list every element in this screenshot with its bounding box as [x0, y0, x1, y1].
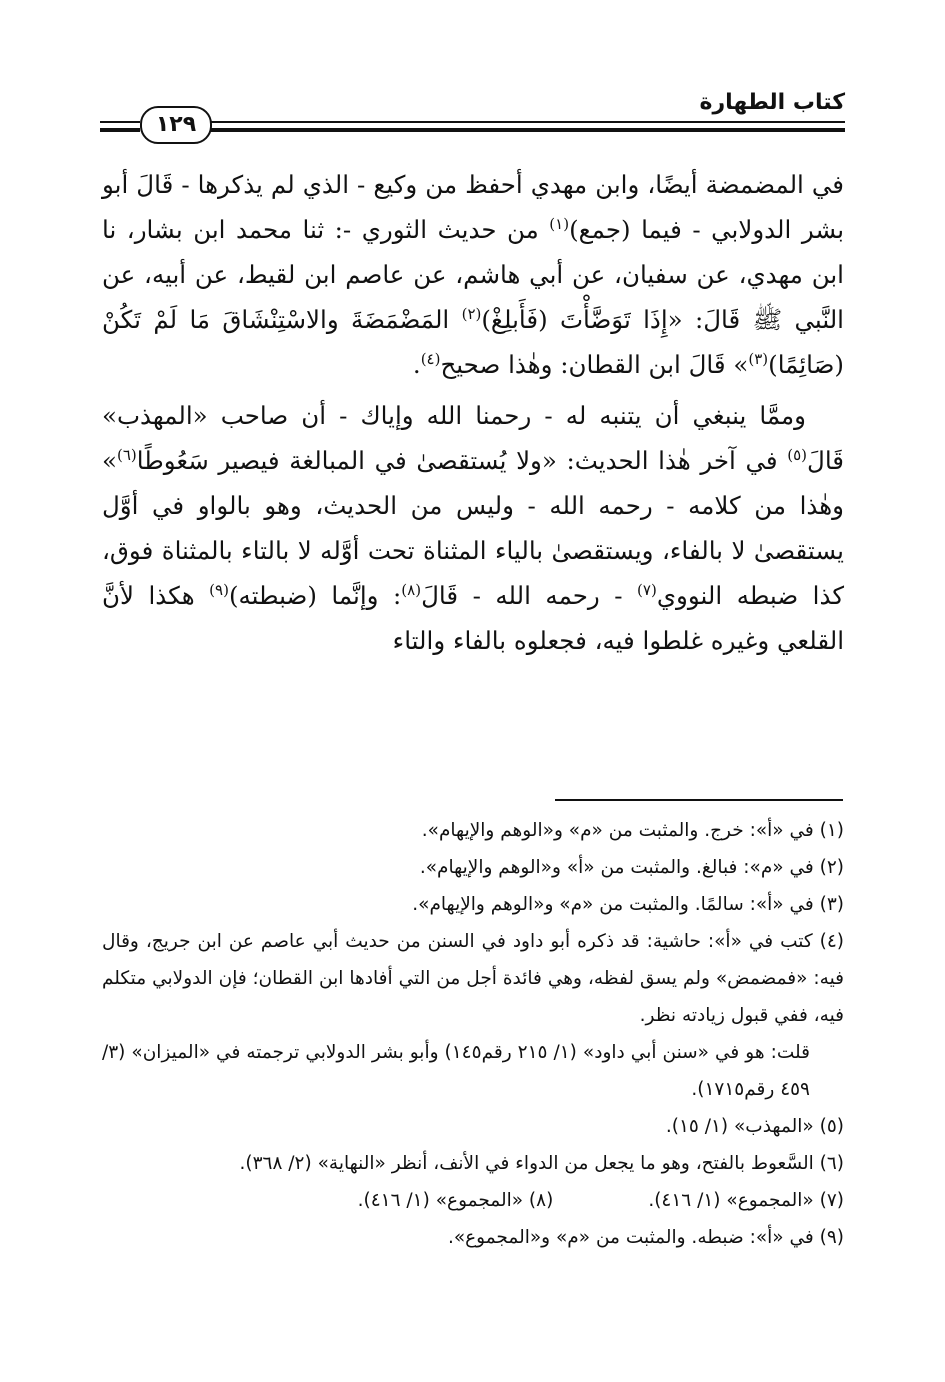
footnote-ref-6[interactable]: (٦): [117, 445, 137, 464]
header-rule-left-thick: [100, 128, 140, 132]
page-number: ١٢٩: [140, 106, 212, 144]
running-title: كتاب الطهارة: [699, 90, 845, 115]
text: » قَالَ ابن القطان: وهٰذا صحيح: [440, 350, 749, 379]
header-rule-left: [100, 121, 140, 123]
footnote-5: (٥) «المهذب» (١/ ١٥).: [665, 1116, 844, 1137]
text: هكذا لأنَّ القلعي وغيره غلطوا فيه، فجعلوه بالفاء والتاء: [102, 581, 844, 655]
footnote-ref-5[interactable]: (٥): [787, 445, 808, 464]
header-rule: [210, 121, 845, 123]
footnote-ref-8[interactable]: (٨): [401, 580, 422, 599]
header-rule-thick: [210, 128, 845, 132]
footnote-4: (٤) كتب في «أ»: حاشية: قد ذكره أبو داود في السنن من حديث أبي عاصم عن ابن جريج، وقال فيه: «فمضمض» ولم يسق لفظه، وهي فائدة أجل من التي أفادها ابن القطان؛ فإن الدولابي متكلم فيه، ففي قبول زيادته نظر.: [102, 931, 844, 1026]
paragraph-1: [102, 162, 844, 387]
footnote-ref-7[interactable]: (٧): [637, 580, 657, 599]
text: : وإنَّما (ضبطته): [228, 581, 402, 610]
page-header: [100, 88, 845, 148]
footnote-separator: [555, 799, 843, 801]
footnote-8: (٨) «المجموع» (١/ ٤١٦).: [357, 1190, 554, 1211]
footnote-9: (٩) في «أ»: ضبطه. والمثبت من «م» و«المجموع».: [447, 1227, 844, 1248]
text: في آخر هٰذا الحديث: «ولا يُستقصىٰ في المبالغة فيصير سَعُوطًا: [136, 446, 788, 475]
footnote-ref-1[interactable]: (١): [549, 214, 570, 233]
text: - رحمه الله - قَالَ: [421, 581, 638, 610]
footnote-ref-3[interactable]: (٣): [748, 349, 769, 368]
footnote-ref-2[interactable]: (٢): [461, 304, 482, 323]
text: من حديث الثوري -: ثنا محمد ابن بشار، نا ابن مهدي، عن سفيان، عن أبي هاشم، عن عاصم ابن لقيط، عن أبيه، عن النَّبي ﷺ قَالَ: «إِذَا تَوَضَّأْتَ (فَأَبلِغْ): [102, 215, 844, 334]
footnote-3: (٣) في «أ»: سالمًا. والمثبت من «م» و«الوهم والإيهام».: [412, 894, 844, 915]
text: وممَّا ينبغي أن يتنبه له - رحمنا الله وإياك - أن صاحب «المهذب» قَالَ: [102, 401, 844, 475]
text: في المضمضة أيضًا، وابن مهدي أحفظ من وكيع - الذي لم يذكرها - قَالَ أبو بشر الدولابي - فيما (جمع): [102, 170, 845, 244]
text: .: [412, 350, 421, 379]
main-text: [102, 162, 844, 663]
footnote-ref-9[interactable]: (٩): [209, 580, 229, 599]
footnote-7: (٧) «المجموع» (١/ ٤١٦).: [648, 1190, 844, 1211]
text: المَضْمَضَةَ والاسْتِنْشَاقَ مَا لَمْ تَكُنْ (صَائِمًا): [102, 305, 844, 379]
footnote-ref-4[interactable]: (٤): [420, 349, 441, 368]
footnote-row-7-8: [102, 1182, 844, 1219]
footnote-6: (٦) السَّعوط بالفتح، وهو ما يجعل من الدواء في الأنف، أنظر «النهاية» (٢/ ٣٦٨).: [239, 1153, 844, 1174]
text: » وهٰذا من كلامه - رحمه الله - وليس من الحديث، وهو بالواو في أوَّل يستقصىٰ لا بالفاء، ويستقصىٰ بالياء المثناة تحت أوَّله لا بالتاء بالمثناة فوق، كذا ضبطه النووي: [102, 446, 844, 610]
footnote-4-comment: قلت: هو في «سنن أبي داود» (١/ ٢١٥ رقم١٤٥) وأبو بشر الدولابي ترجمته في «الميزان» (٣/ ٤٥٩ رقم١٧١٥).: [102, 1042, 810, 1100]
footnote-2: (٢) في «م»: فبالغ. والمثبت من «أ» و«الوهم والإيهام».: [419, 857, 844, 878]
footnote-1: (١) في «أ»: خرج. والمثبت من «م» و«الوهم والإيهام».: [421, 820, 844, 841]
paragraph-2: [102, 393, 844, 663]
footnotes: [102, 812, 844, 1256]
